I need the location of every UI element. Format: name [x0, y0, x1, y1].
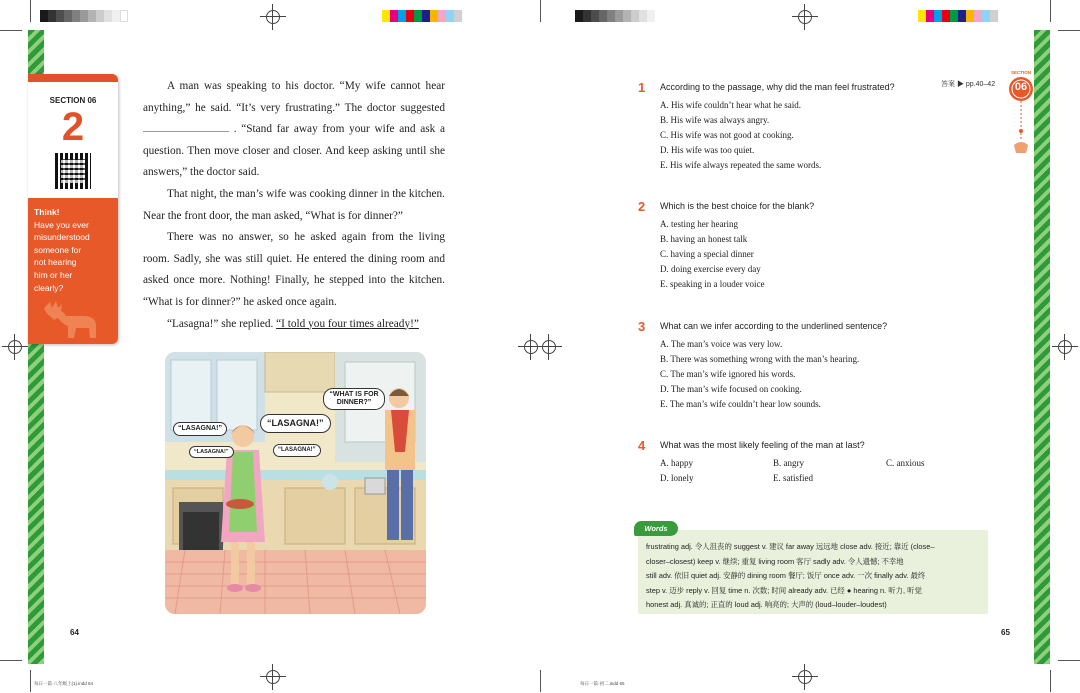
option[interactable]: B. angry — [773, 458, 804, 468]
question-number: 2 — [638, 199, 646, 214]
crop-line — [540, 670, 541, 692]
crop-line — [1050, 670, 1051, 692]
option[interactable]: A. The man’s voice was very low. — [660, 339, 783, 349]
question-number: 3 — [638, 319, 646, 334]
registration-mark — [536, 334, 562, 360]
registration-mark — [260, 4, 286, 30]
page-number-right: 65 — [1001, 628, 1010, 637]
passage-text: A man was speaking to his doctor. “My wife cannot hear anything,” he said. “It’s very frustrating.” The doctor suggested — [143, 80, 445, 114]
think-line: not hearing — [34, 257, 77, 268]
option[interactable]: C. anxious — [886, 458, 925, 468]
option[interactable]: D. lonely — [660, 472, 694, 483]
options-grid — [660, 456, 999, 486]
option[interactable]: A. testing her hearing — [660, 219, 738, 229]
section-card-topbar — [28, 74, 118, 82]
badge-section-number: 06 — [1014, 81, 1028, 93]
passage-text: . “Stand far away from your wife and ask a question. Then move closer and closer. And keep asking until she answers,” the doctor said. — [143, 123, 445, 179]
option[interactable]: D. His wife was too quiet. — [660, 144, 755, 155]
question-text: According to the passage, why did the man feel frustrated? — [660, 82, 895, 92]
option[interactable]: A. His wife couldn’t hear what he said. — [660, 100, 802, 110]
think-line: clearly? — [34, 282, 64, 293]
answer-reference: 答案 ▶ pp.40–42 — [941, 81, 996, 88]
vocabulary-line: frustrating adj. 令人沮丧的 suggest v. 建议 far away 远远地 close adv. 接近; 靠近 (close– — [646, 542, 935, 551]
section-number: 2 — [61, 105, 85, 149]
badge-section-label: SECTION — [1010, 70, 1031, 75]
file-slug-left: 每日一篇·八年级上(1).indd 64 — [34, 681, 94, 686]
crop-line — [0, 660, 22, 661]
registration-mark — [260, 664, 286, 690]
kitchen-scene-image — [165, 352, 426, 614]
think-line: him or her — [34, 269, 73, 280]
speech-bubble-big: “LASAGNA!” — [260, 414, 331, 433]
color-bar-left — [40, 10, 128, 22]
think-box — [28, 198, 118, 344]
options-list — [660, 337, 859, 412]
color-bar-right — [918, 10, 998, 22]
option[interactable]: B. having an honest talk — [660, 233, 748, 244]
option[interactable]: D. doing exercise every day — [660, 263, 761, 274]
registration-mark — [2, 334, 28, 360]
vocabulary-line: honest adj. 真诚的; 正直的 loud adj. 响亮的; 大声的 (loud–louder–loudest) — [646, 600, 887, 610]
crop-line — [30, 670, 31, 692]
kitchen-illustration — [165, 352, 426, 614]
color-bar-center-right — [575, 10, 655, 22]
option[interactable]: B. His wife was always angry. — [660, 114, 770, 125]
qr-code-icon[interactable] — [55, 153, 91, 189]
vocabulary-box — [638, 530, 988, 614]
crop-line — [1058, 660, 1080, 661]
speech-bubble-small-right: “LASAGNA!” — [273, 444, 321, 457]
option[interactable]: C. His wife was not good at cooking. — [660, 129, 794, 140]
option[interactable]: E. satisfied — [773, 472, 813, 483]
speech-bubble-man: “WHAT IS FOR DINNER?” — [323, 388, 385, 410]
question-text: What was the most likely feeling of the man at last? — [660, 440, 865, 450]
crop-line — [1050, 0, 1051, 22]
option[interactable]: E. The man’s wife couldn’t hear low sounds. — [660, 398, 821, 409]
think-line: Have you ever — [34, 219, 89, 230]
option[interactable]: C. The man’s wife ignored his words. — [660, 368, 796, 379]
options-list — [660, 217, 764, 292]
speech-bubble-small-left: “LASAGNA!” — [189, 446, 234, 458]
question-text: What can we infer according to the underlined sentence? — [660, 321, 888, 331]
option[interactable]: E. His wife always repeated the same words. — [660, 159, 822, 170]
vocabulary-line: still adv. 依旧 quiet adj. 安静的 dining room 餐厅; 饭厅 once adv. 一次 finally adv. 最终 — [646, 571, 926, 581]
passage-paragraph — [143, 314, 445, 336]
section-card — [28, 74, 118, 344]
registration-mark — [792, 664, 818, 690]
underlined-sentence: “I told you four times already!” — [276, 317, 419, 330]
option[interactable]: C. having a special dinner — [660, 248, 754, 259]
crop-line — [0, 30, 22, 31]
words-tag: Words — [634, 521, 678, 536]
crop-line — [1058, 30, 1080, 31]
registration-mark — [792, 4, 818, 30]
file-slug-right: 每日一篇·初二.indd 65 — [580, 681, 625, 686]
passage-paragraph: That night, the man’s wife was cooking dinner in the kitchen. Near the front door, the man asked, “What is for dinner?” — [143, 187, 445, 222]
options-list — [660, 98, 821, 173]
section-label: SECTION 06 — [49, 96, 97, 105]
passage-text: “Lasagna!” she replied. — [167, 317, 274, 330]
reading-passage — [143, 76, 445, 335]
moose-silhouette-icon — [34, 298, 104, 338]
passage-paragraph: There was no answer, so he asked again from the living room. Sadly, she was still quiet. He entered the dining room and asked once more. Nothing! Finally, he stepped into the kitchen. “What is for dinner?” he asked once again. — [143, 231, 445, 308]
question-number: 1 — [638, 80, 646, 95]
think-title: Think! — [34, 207, 60, 217]
speech-bubble-left: “LASAGNA!” — [173, 422, 227, 436]
green-stripe-right — [1034, 30, 1050, 664]
vocabulary-line: step v. 迈步 reply v. 回复 time n. 次数; 时间 already adv. 已经 ● hearing n. 听力, 听觉 — [646, 585, 922, 595]
question-number: 4 — [638, 438, 646, 453]
think-line: someone for — [34, 244, 82, 255]
option[interactable]: D. The man’s wife focused on cooking. — [660, 383, 802, 394]
option[interactable]: A. happy — [660, 458, 693, 468]
question-text: Which is the best choice for the blank? — [660, 201, 815, 211]
think-line: misunderstood — [34, 232, 90, 243]
crop-line — [540, 0, 541, 22]
option[interactable]: B. There was something wrong with the man’s hearing. — [660, 353, 860, 364]
vocabulary-line: closer–closest) keep v. 继续; 重复 living room 客厅 sadly adv. 令人遗憾; 不幸地 — [646, 556, 904, 566]
passage-paragraph — [143, 76, 445, 184]
color-bar-center-left — [382, 10, 462, 22]
option[interactable]: E. speaking in a louder voice — [660, 278, 765, 289]
crop-line — [30, 0, 31, 22]
passage-blank — [143, 122, 229, 132]
registration-mark — [1052, 334, 1078, 360]
page-number-left: 64 — [70, 628, 79, 637]
